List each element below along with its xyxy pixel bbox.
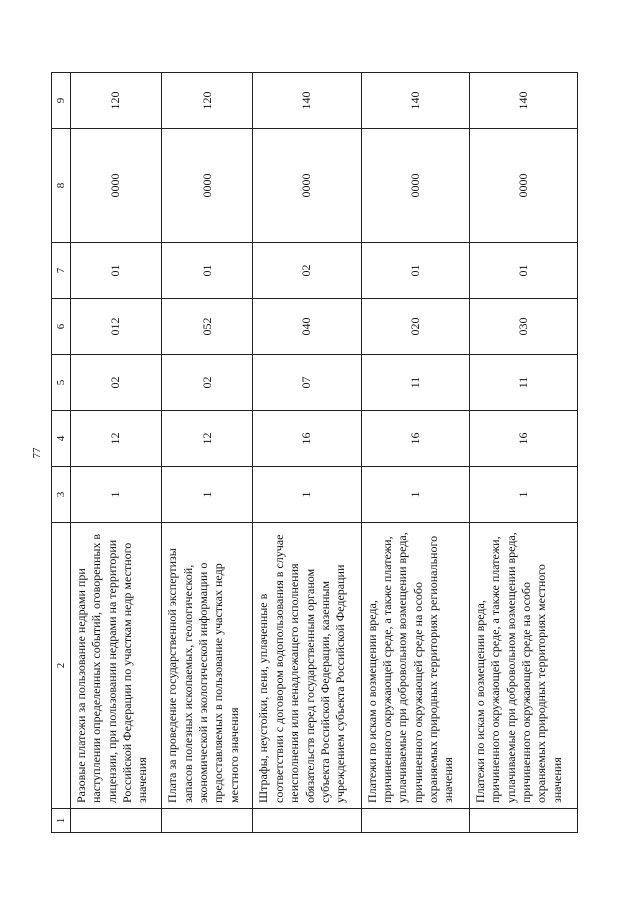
table-row <box>469 73 577 833</box>
table-row <box>162 73 253 833</box>
col-header-3: 3 <box>52 467 71 523</box>
code-cell: 16 <box>361 411 469 467</box>
code-cell: 0000 <box>469 129 577 243</box>
code-cell: 0000 <box>361 129 469 243</box>
code-cell: 040 <box>253 299 361 355</box>
description-cell: Штрафы, неустойки, пени, уплаченные в соответствии с договором водопользования в случае неисполнения или ненадлежащего исполнения обязательств перед государственным органом субъекта Российской Федерации, казенным учреждением субъекта Российской Федерации <box>253 523 361 809</box>
header-row <box>52 73 71 833</box>
col-header-8: 8 <box>52 129 71 243</box>
col-header-2: 2 <box>52 523 71 809</box>
code-cell: 01 <box>469 243 577 299</box>
col-header-5: 5 <box>52 355 71 411</box>
col-header-4: 4 <box>52 411 71 467</box>
row-number-cell <box>253 809 361 833</box>
code-cell: 012 <box>71 299 162 355</box>
code-cell: 1 <box>469 467 577 523</box>
table-row <box>253 73 361 833</box>
description-cell: Платежи по искам о возмещении вреда, причиненного окружающей среде, а также платежи, уплачиваемые при добровольном возмещении вреда, причиненного окружающей среде на особо охраняемых природных территориях регионального значения <box>361 523 469 809</box>
code-cell: 030 <box>469 299 577 355</box>
code-cell: 0000 <box>71 129 162 243</box>
code-cell: 11 <box>469 355 577 411</box>
code-cell: 140 <box>253 73 361 129</box>
code-cell: 120 <box>162 73 253 129</box>
description-cell: Плата за проведение государственной экспертизы запасов полезных ископаемых, геологической, экономической и экологической информации о предоставляемых в пользование участках недр местного значения <box>162 523 253 809</box>
code-cell: 11 <box>361 355 469 411</box>
budget-codes-table <box>51 72 578 833</box>
col-header-7: 7 <box>52 243 71 299</box>
row-number-cell <box>361 809 469 833</box>
code-cell: 16 <box>469 411 577 467</box>
code-cell: 0000 <box>253 129 361 243</box>
code-cell: 020 <box>361 299 469 355</box>
code-cell: 140 <box>469 73 577 129</box>
col-header-1: 1 <box>52 809 71 833</box>
code-cell: 12 <box>71 411 162 467</box>
code-cell: 01 <box>71 243 162 299</box>
code-cell: 12 <box>162 411 253 467</box>
code-cell: 1 <box>162 467 253 523</box>
code-cell: 01 <box>162 243 253 299</box>
code-cell: 052 <box>162 299 253 355</box>
description-cell: Разовые платежи за пользование недрами при наступлении определенных событий, оговоренных в лицензии, при пользовании недрами на территории Российской Федерации по участкам недр местного значения <box>71 523 162 809</box>
code-cell: 02 <box>71 355 162 411</box>
page-number: 77 <box>31 447 43 459</box>
code-cell: 0000 <box>162 129 253 243</box>
row-number-cell <box>71 809 162 833</box>
code-cell: 120 <box>71 73 162 129</box>
col-header-9: 9 <box>52 73 71 129</box>
table-row <box>71 73 162 833</box>
code-cell: 1 <box>253 467 361 523</box>
code-cell: 07 <box>253 355 361 411</box>
code-cell: 02 <box>253 243 361 299</box>
col-header-6: 6 <box>52 299 71 355</box>
rotated-table-container <box>51 73 578 833</box>
row-number-cell <box>162 809 253 833</box>
code-cell: 02 <box>162 355 253 411</box>
code-cell: 1 <box>71 467 162 523</box>
description-cell: Платежи по искам о возмещении вреда, причиненного окружающей среде, а также платежи, уплачиваемые при добровольном возмещении вреда, причиненного окружающей среде на особо охраняемых природных территориях местного значения <box>469 523 577 809</box>
row-number-cell <box>469 809 577 833</box>
code-cell: 16 <box>253 411 361 467</box>
code-cell: 1 <box>361 467 469 523</box>
code-cell: 01 <box>361 243 469 299</box>
code-cell: 140 <box>361 73 469 129</box>
table-row <box>361 73 469 833</box>
